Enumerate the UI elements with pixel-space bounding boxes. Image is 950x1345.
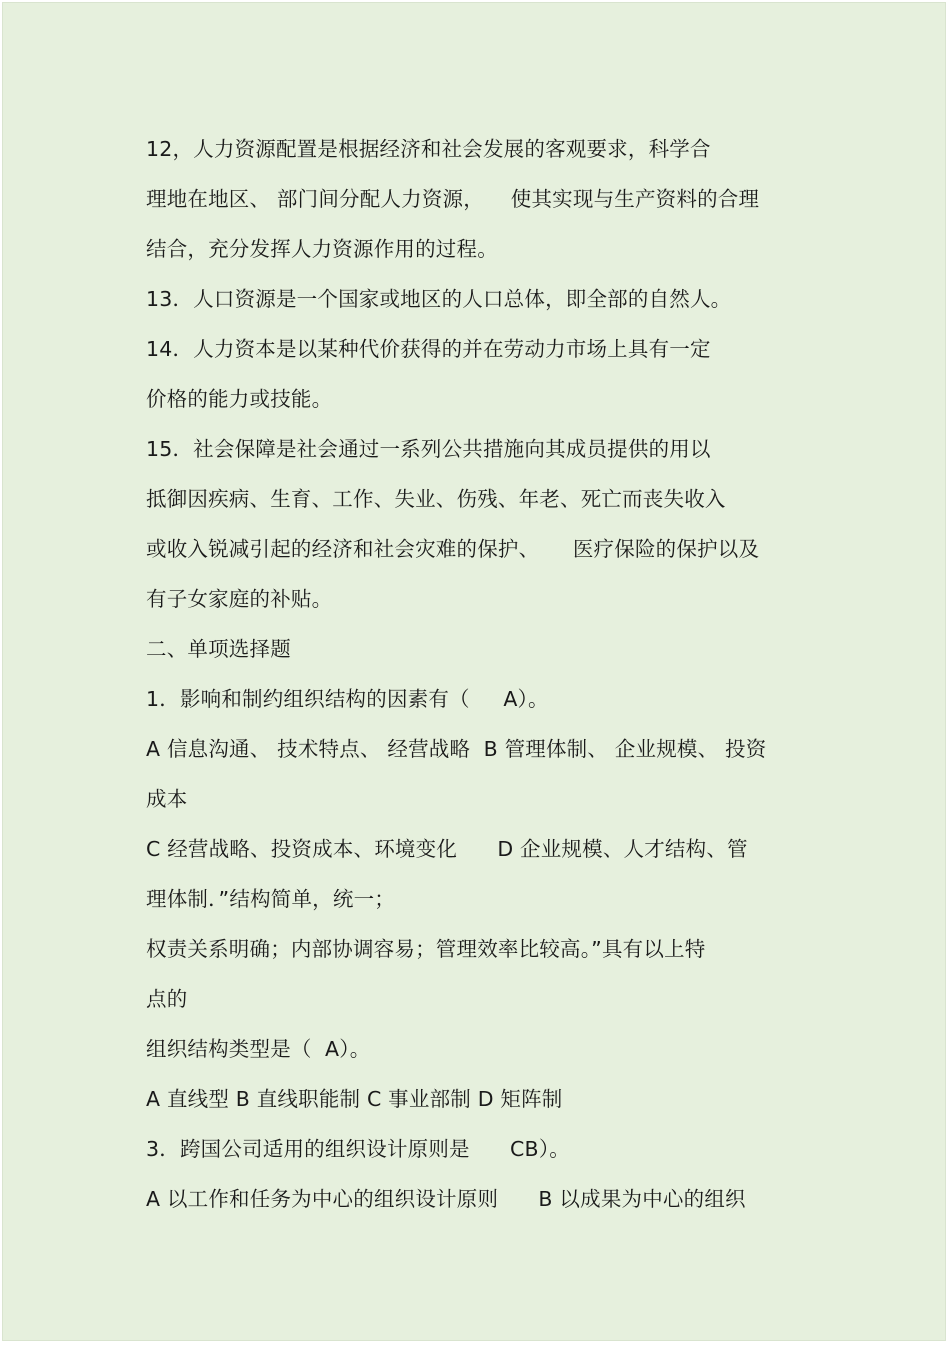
question-1-options-ab: A 信息沟通、 技术特点、 经营战略 B 管理体制、 企业规模、 投资 — [146, 737, 767, 761]
question-1-options-ab-cont: 成本 — [146, 787, 188, 811]
question-2-stem-3: 点的 — [146, 987, 188, 1011]
question-2-stem-4: 组织结构类型是（ A）。 — [146, 1037, 371, 1061]
question-2-stem-2: 权责关系明确；内部协调容易；管理效率比较高。”具有以上特 — [146, 937, 706, 961]
text-line-3: 结合，充分发挥人力资源作用的过程。 — [146, 237, 498, 261]
text-line-9: 或收入锐减引起的经济和社会灾难的保护、 医疗保险的保护以及 — [146, 537, 760, 561]
section-heading: 二、单项选择题 — [146, 637, 291, 661]
question-2-options: A 直线型 B 直线职能制 C 事业部制 D 矩阵制 — [146, 1087, 563, 1111]
question-3: 3．跨国公司适用的组织设计原则是 CB）。 — [146, 1137, 570, 1161]
question-1-options-cd: C 经营战略、投资成本、环境变化 D 企业规模、人才结构、管 — [146, 837, 748, 861]
question-2-stem-1: 理体制．”结构简单，统一； — [146, 887, 395, 911]
text-line-2: 理地在地区、 部门间分配人力资源， 使其实现与生产资料的合理 — [146, 187, 760, 211]
text-line-10: 有子女家庭的补贴。 — [146, 587, 333, 611]
question-1: 1．影响和制约组织结构的因素有（ A）。 — [146, 687, 549, 711]
document-page — [2, 2, 946, 1341]
text-line-7: 15．社会保障是社会通过一系列公共措施向其成员提供的用以 — [146, 437, 711, 461]
text-line-8: 抵御因疾病、生育、工作、失业、伤残、年老、死亡而丧失收入 — [146, 487, 726, 511]
document-body — [146, 130, 816, 1230]
question-3-options: A 以工作和任务为中心的组织设计原则 B 以成果为中心的组织 — [146, 1187, 746, 1211]
text-line-1: 12，人力资源配置是根据经济和社会发展的客观要求，科学合 — [146, 137, 711, 161]
text-line-6: 价格的能力或技能。 — [146, 387, 333, 411]
text-line-5: 14．人力资本是以某种代价获得的并在劳动力市场上具有一定 — [146, 337, 711, 361]
text-line-4: 13．人口资源是一个国家或地区的人口总体，即全部的自然人。 — [146, 287, 732, 311]
